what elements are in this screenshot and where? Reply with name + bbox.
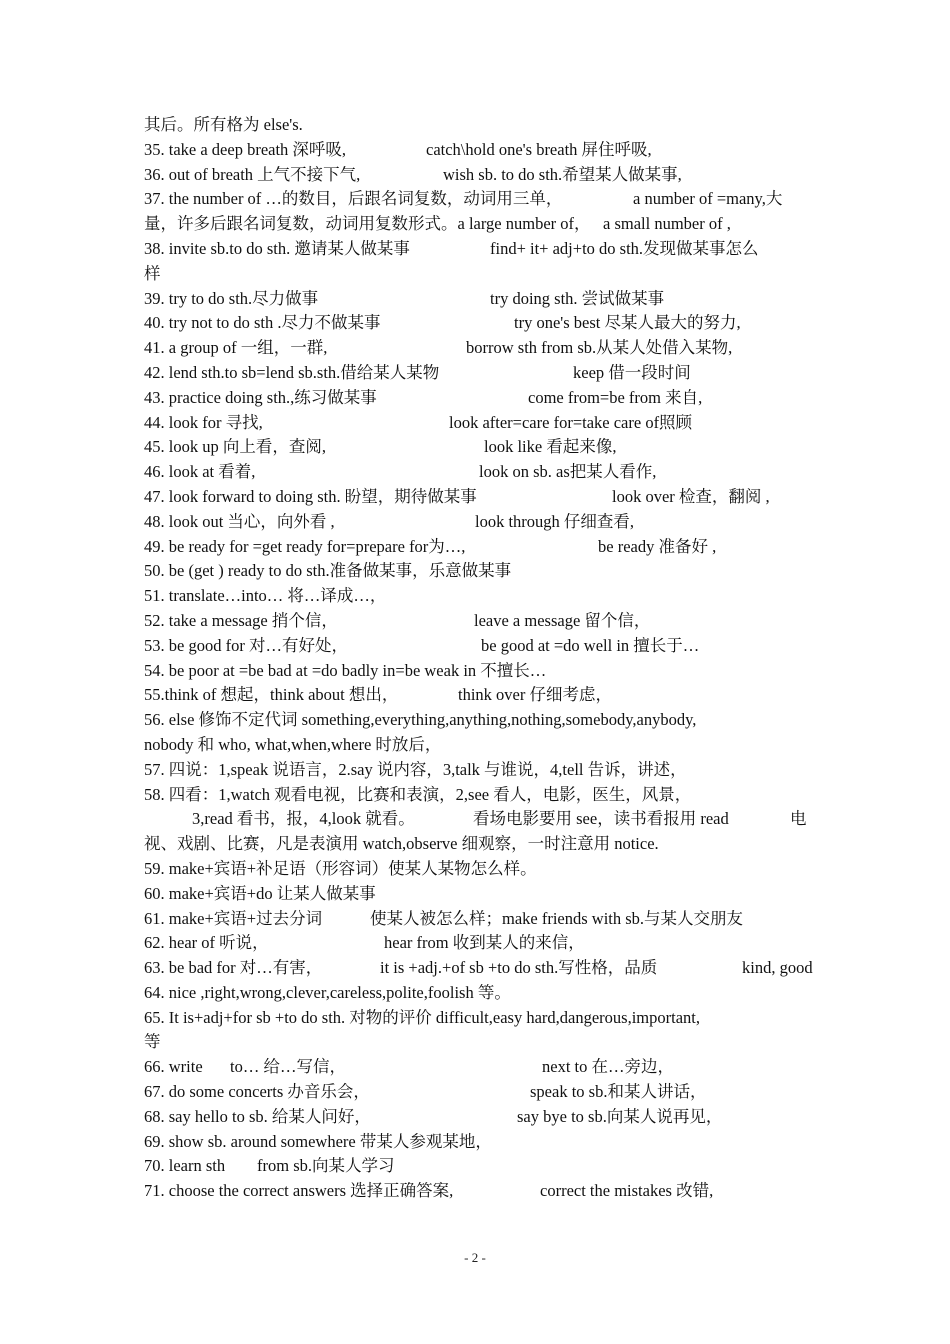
phrase-entry: 电 — [790, 809, 807, 829]
phrase-entry: a number of =many,大 — [633, 189, 783, 209]
phrase-entry: 其后。所有格为 else's. — [144, 115, 303, 134]
phrase-entry: 45. look up 向上看，查阅, — [144, 437, 326, 457]
text-line — [144, 460, 812, 485]
phrase-entry: leave a message 留个信， — [474, 610, 651, 630]
phrase-entry: 3,read 看书，报，4,look 就看。 — [192, 809, 415, 829]
phrase-entry: 49. be ready for =get ready for=prepare for为…, — [144, 536, 466, 556]
phrase-entry: 70. learn sth — [144, 1156, 226, 1176]
phrase-entry: next to 在…旁边， — [542, 1057, 674, 1077]
phrase-entry: 66. write — [144, 1057, 203, 1077]
phrase-entry: 57. 四说：1,speak 说语言，2.say 说内容，3,talk 与谁说，4,tell 告诉，讲述， — [144, 759, 687, 779]
phrase-entry: from sb.向某人学习 — [257, 1156, 395, 1176]
phrase-entry: try doing sth. 尝试做某事 — [490, 288, 665, 308]
phrase-entry: correct the mistakes 改错, — [540, 1181, 714, 1201]
phrase-entry: 50. be (get ) ready to do sth.准备做某事，乐意做某事 — [144, 561, 512, 581]
phrase-entry: 62. hear of 听说， — [144, 933, 269, 953]
text-line — [144, 783, 812, 808]
text-line — [144, 535, 812, 560]
phrase-entry: 61. make+宾语+过去分词 — [144, 908, 323, 928]
phrase-entry: 56. else 修饰不定代词 something,everything,anything,nothing,somebody,anybody, — [144, 710, 697, 730]
text-line — [144, 287, 812, 312]
text-line — [144, 1055, 812, 1080]
text-line — [144, 113, 812, 138]
phrase-entry: look through 仔细查看, — [475, 511, 635, 531]
text-line — [144, 435, 812, 460]
text-line — [144, 1130, 812, 1155]
text-line — [144, 212, 812, 237]
phrase-entry: a small number of , — [603, 214, 731, 234]
phrase-entry: 41. a group of 一组，一群, — [144, 338, 328, 358]
text-line — [144, 163, 812, 188]
text-line — [144, 510, 812, 535]
phrase-entry: 47. look forward to doing sth. 盼望，期待做某事 — [144, 486, 477, 506]
text-line — [144, 857, 812, 882]
phrase-entry: 样 — [144, 263, 161, 283]
phrase-entry: 55.think of 想起，think about 想出， — [144, 685, 399, 705]
phrase-entry: think over 仔细考虑， — [458, 685, 612, 705]
phrase-entry: 36. out of breath 上气不接下气, — [144, 164, 361, 184]
text-line — [144, 981, 812, 1006]
phrase-entry: look over 检查，翻阅 , — [612, 486, 770, 506]
text-line — [144, 634, 812, 659]
text-line — [144, 609, 812, 634]
phrase-entry: it is +adj.+of sb +to do sth.写性格，品质 — [380, 958, 658, 978]
phrase-entry: 60. make+宾语+do 让某人做某事 — [144, 883, 376, 903]
phrase-entry: 等 — [144, 1032, 161, 1052]
phrase-entry: 43. practice doing sth.,练习做某事 — [144, 387, 377, 407]
phrase-entry: 59. make+宾语+补足语（形容词）使某人某物怎么样。 — [144, 858, 537, 878]
text-line — [144, 931, 812, 956]
text-line — [144, 1154, 812, 1179]
text-line — [144, 559, 812, 584]
text-line — [144, 882, 812, 907]
phrase-entry: hear from 收到某人的来信， — [384, 933, 585, 953]
text-line — [144, 361, 812, 386]
vocabulary-list — [144, 113, 812, 1204]
phrase-entry: look after=care for=take care of照顾 — [449, 412, 693, 432]
text-line — [144, 262, 812, 287]
phrase-entry: kind, good — [742, 958, 813, 978]
phrase-entry: 42. lend sth.to sb=lend sb.sth.借给某人某物 — [144, 362, 440, 382]
phrase-entry: 37. the number of …的数目，后跟名词复数，动词用三单， — [144, 189, 563, 209]
phrase-entry: be good at =do well in 擅长于… — [481, 635, 700, 655]
text-line — [144, 1179, 812, 1204]
text-line — [144, 336, 812, 361]
phrase-entry: look on sb. as把某人看作, — [479, 462, 657, 482]
phrase-entry: 68. say hello to sb. 给某人问好， — [144, 1106, 371, 1126]
phrase-entry: 63. be bad for 对…有害， — [144, 958, 323, 978]
phrase-entry: wish sb. to do sth.希望某人做某事, — [443, 164, 682, 184]
phrase-entry: 44. look for 寻找, — [144, 412, 263, 432]
text-line — [144, 733, 812, 758]
phrase-entry: 46. look at 看着, — [144, 462, 256, 482]
text-line — [144, 311, 812, 336]
text-line — [144, 411, 812, 436]
text-line — [144, 584, 812, 609]
phrase-entry: 48. look out 当心，向外看 , — [144, 511, 335, 531]
text-line — [144, 485, 812, 510]
text-line — [144, 237, 812, 262]
phrase-entry: 52. take a message 捎个信， — [144, 610, 338, 630]
phrase-entry: 54. be poor at =be bad at =do badly in=be weak in 不擅长… — [144, 660, 547, 680]
text-line — [144, 907, 812, 932]
phrase-entry: to… 给…写信， — [230, 1057, 346, 1077]
phrase-entry: 53. be good for 对…有好处， — [144, 635, 348, 655]
page-number: - 2 - — [464, 1250, 486, 1265]
phrase-entry: find+ it+ adj+to do sth.发现做某事怎么 — [490, 238, 759, 258]
phrase-entry: catch\hold one's breath 屏住呼吸, — [426, 139, 652, 159]
phrase-entry: 67. do some concerts 办音乐会， — [144, 1082, 370, 1102]
phrase-entry: keep 借一段时间 — [573, 362, 691, 382]
phrase-entry: 看场电影要用 see，读书看报用 read — [473, 809, 729, 829]
phrase-entry: look like 看起来像, — [484, 437, 617, 457]
text-line — [144, 1080, 812, 1105]
text-line — [144, 956, 812, 981]
text-line — [144, 807, 812, 832]
phrase-entry: 视、戏剧、比赛，凡是表演用 watch,observe 细观察，一时注意用 notice. — [144, 834, 659, 854]
phrase-entry: come from=be from 来自, — [528, 387, 703, 407]
text-line — [144, 1030, 812, 1055]
phrase-entry: 38. invite sb.to do sth. 邀请某人做某事 — [144, 238, 410, 258]
text-line — [144, 1105, 812, 1130]
phrase-entry: say bye to sb.向某人说再见， — [517, 1106, 723, 1126]
text-line — [144, 187, 812, 212]
phrase-entry: 69. show sb. around somewhere 带某人参观某地， — [144, 1131, 492, 1151]
phrase-entry: 量，许多后跟名词复数，动词用复数形式。a large number of， — [144, 214, 591, 234]
phrase-entry: be ready 准备好 , — [598, 536, 717, 556]
phrase-entry: nobody 和 who, what,when,where 时放后， — [144, 734, 442, 754]
phrase-entry: 58. 四看：1,watch 观看电视，比赛和表演，2,see 看人，电影，医生，风景， — [144, 784, 692, 804]
phrase-entry: 40. try not to do sth .尽力不做某事 — [144, 313, 381, 333]
phrase-entry: 使某人被怎么样；make friends with sb.与某人交朋友 — [370, 908, 744, 928]
phrase-entry: 65. It is+adj+for sb +to do sth. 对物的评价 difficult,easy hard,dangerous,important, — [144, 1007, 700, 1027]
phrase-entry: borrow sth from sb.从某人处借入某物, — [466, 338, 733, 358]
text-line — [144, 138, 812, 163]
phrase-entry: 35. take a deep breath 深呼吸, — [144, 139, 347, 159]
text-line — [144, 386, 812, 411]
phrase-entry: speak to sb.和某人讲话， — [530, 1082, 707, 1102]
text-line — [144, 832, 812, 857]
text-line — [144, 659, 812, 684]
text-line — [144, 758, 812, 783]
phrase-entry: 64. nice ,right,wrong,clever,careless,polite,foolish 等。 — [144, 982, 511, 1002]
phrase-entry: 71. choose the correct answers 选择正确答案, — [144, 1181, 454, 1201]
phrase-entry: 39. try to do sth.尽力做事 — [144, 288, 319, 308]
phrase-entry: try one's best 尽某人最大的努力, — [514, 313, 741, 333]
phrase-entry: 51. translate…into… 将…译成…， — [144, 586, 387, 606]
text-line — [144, 683, 812, 708]
text-line — [144, 1006, 812, 1031]
text-line — [144, 708, 812, 733]
